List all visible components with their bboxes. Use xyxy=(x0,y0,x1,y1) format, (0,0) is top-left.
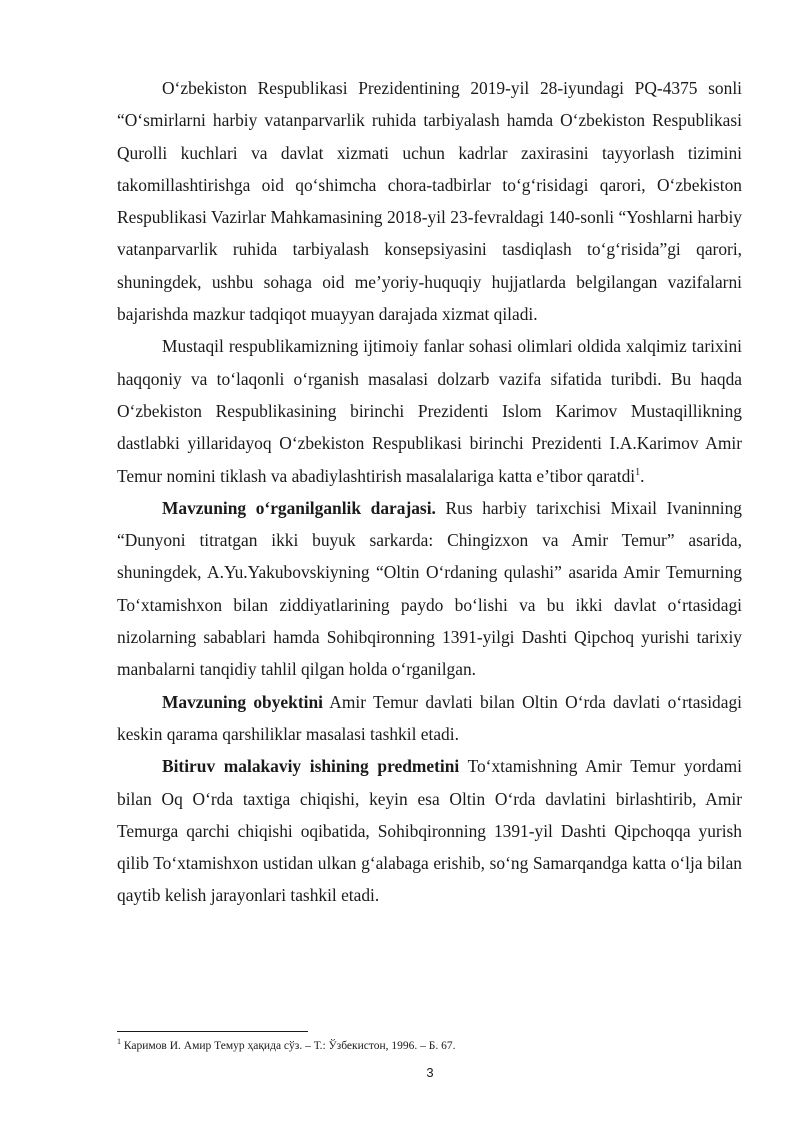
footnote xyxy=(117,1039,742,1054)
footnote-text: Каримов И. Амир Темур ҳақида сўз. – Т.: Ўзбекистон, 1996. – Б. 67. xyxy=(121,1040,456,1052)
page-number: 3 xyxy=(426,1065,434,1080)
paragraph-independence-history xyxy=(117,330,742,491)
paragraph-research-object xyxy=(117,686,742,751)
paragraph-text: Rus harbiy tarixchisi Mixail Ivaninning “Dunyoni titratgan ikki buyuk sarkarda: Chingizxon va Amir Temur” asarida, shuningdek, A.Yu.Yakubovskiyning “Oltin O‘rdaning qulashi” asarida Amir Temurning To‘xtamishxon bilan ziddiyatlarining paydo bo‘lishi va bu ikki davlat o‘rtasidagi nizolarning sabablari hamda Sohibqironning 1391-yilgi Dashti Qipchoq yurishi tarixiy manbalarni tanqidiy tahlil qilgan holda o‘rganilgan. xyxy=(117,497,742,680)
paragraph-punctuation: . xyxy=(640,465,645,486)
paragraph-research-subject xyxy=(117,750,742,911)
paragraph-text: To‘xtamishning Amir Temur yordami bilan Oq O‘rda taxtiga chiqishi, keyin esa Oltin O‘rda davlatini birlashtirib, Amir Temurga qarchi chiqishi oqibatida, Sohibqironning 1391-yil Dashti Qipchoqqa yurish qilib To‘xtamishxon ustidan ulkan g‘alabaga erishib, so‘ng Samarqandga katta o‘lja bilan qaytib kelish jarayonlari tashkil etadi. xyxy=(117,756,742,906)
section-heading: Bitiruv malakaviy ishining predmetini xyxy=(162,756,460,777)
footnote-separator xyxy=(117,1031,308,1032)
paragraph-legal-basis xyxy=(117,72,742,330)
paragraph-text: Mustaqil respublikamizning ijtimoiy fanlar sohasi olimlari oldida xalqimiz tarixini haqqoniy va to‘laqonli o‘rganish masalasi dolzarb vazifa sifatida turibdi. Bu haqda O‘zbekiston Respublikasining birinchi Prezidenti Islom Karimov Mustaqillikning dastlabki yillaridayoq O‘zbekiston Respublikasi birinchi Prezidenti I.A.Karimov Amir Temur nomini tiklash va abadiylashtirish masalalariga katta e’tibor qaratdi xyxy=(117,336,742,486)
footnote-marker: 1 xyxy=(117,1037,121,1047)
footnote-reference[interactable]: 1 xyxy=(635,466,641,478)
body-text xyxy=(117,72,742,912)
paragraph-research-level xyxy=(117,492,742,686)
paragraph-text: O‘zbekiston Respublikasi Prezidentining 2019-yil 28-iyundagi PQ-4375 sonli “O‘smirlarni harbiy vatanparvarlik ruhida tarbiyalash hamda O‘zbekiston Respublikasi Qurolli kuchlari va davlat xizmati uchun kadrlar zaxirasini tayyorlash tizimini takomillashtirishga oid qo‘shimcha chora-tadbirlar to‘g‘risidagi qarori, O‘zbekiston Respublikasi Vazirlar Mahkamasining 2018-yil 23-fevraldagi 140-sonli “Yoshlarni harbiy vatanparvarlik ruhida tarbiyalash konsepsiyasini tasdiqlash to‘g‘risida”gi qarori, shuningdek, ushbu sohaga oid me’yoriy-huquqiy hujjatlarda belgilangan vazifalarni bajarishda mazkur tadqiqot muayyan darajada xizmat qiladi. xyxy=(117,78,742,325)
section-heading: Mavzuning obyektini xyxy=(162,691,323,712)
section-heading: Mavzuning o‘rganilganlik darajasi. xyxy=(162,497,436,518)
paragraph-text: Amir Temur davlati bilan Oltin O‘rda davlati o‘rtasidagi keskin qarama qarshiliklar masalasi tashkil etadi. xyxy=(117,691,742,744)
